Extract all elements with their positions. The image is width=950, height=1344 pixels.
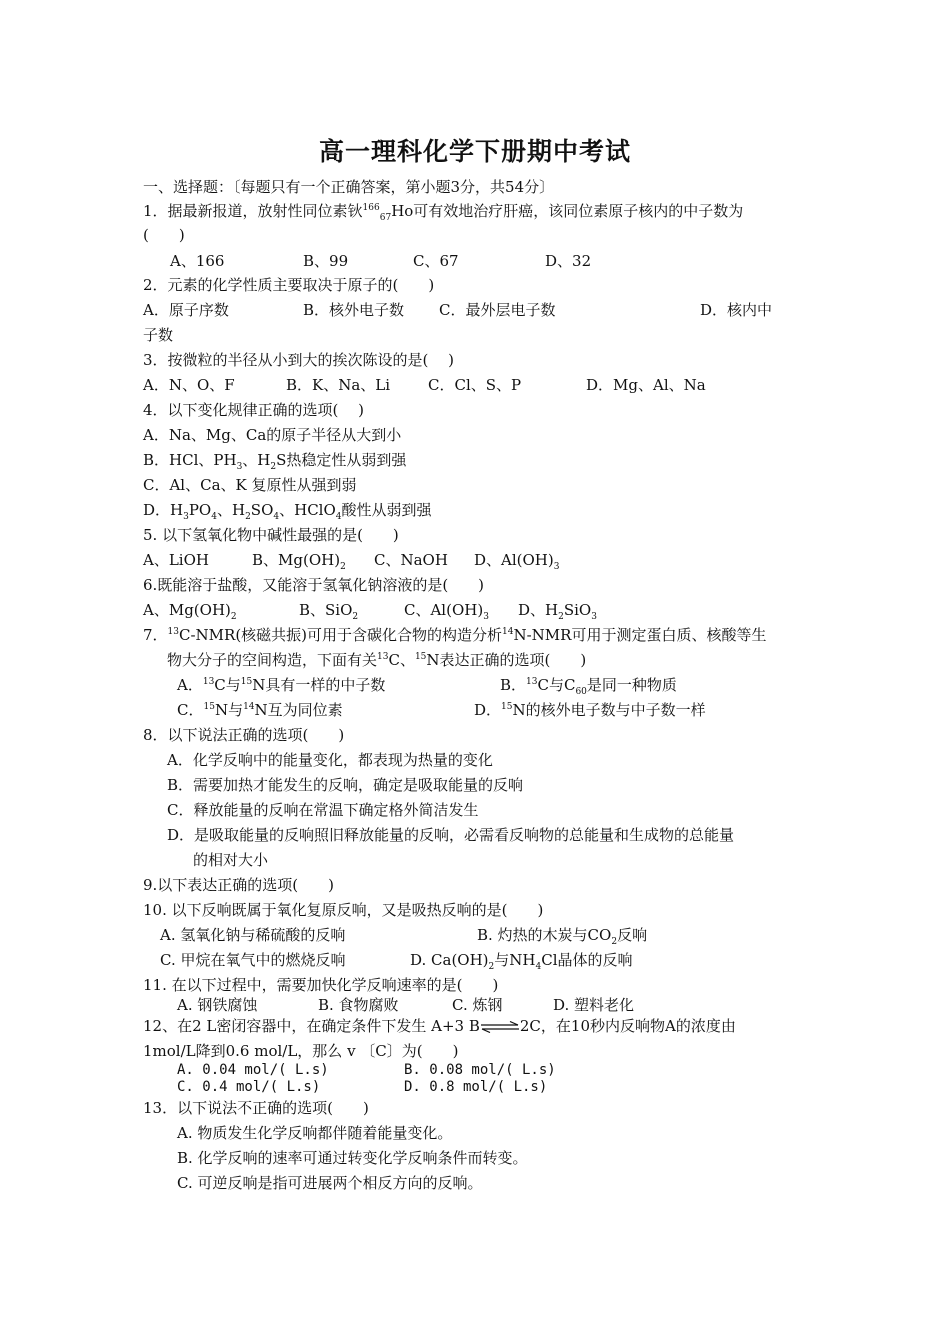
question-10-stem: 10. 以下反响既属于氧化复原反响，又是吸热反响的是( ) [143,901,544,919]
q6-option-b: B、SiO$_2$ [299,601,359,622]
q2-option-a: A．原子序数 [143,301,229,319]
q1-option-c: C、67 [413,252,459,270]
q8-option-d: D．是吸取能量的反响照旧释放能量的反响，必需看反响物的总能量和生成物的总能量 [167,826,735,844]
q12-option-c: C. 0.4 mol/( L.s) [177,1079,321,1095]
q4-option-a: A．Na、Mg、Ca的原子半径从大到小 [143,426,402,444]
q3-option-a: A．N、O、F [143,376,235,394]
question-1-paren: ( ) [143,226,185,244]
q4-option-b: B．HCl、$PH_3$、$H_2S$热稳定性从弱到强 [143,451,407,472]
q8-option-b: B．需要加热才能发生的反响，确定是吸取能量的反响 [167,776,524,794]
question-6-stem: 6.既能溶于盐酸，又能溶于氢氧化钠溶液的是( ) [143,576,485,594]
question-4-stem: 4．以下变化规律正确的选项( ) [143,401,365,419]
q7-option-d: D．$^{15}$N的核外电子数与中子数一样 [474,701,706,719]
q4-option-d: D．$H_3PO_4$、$H_2SO_4$、HClO$_4$酸性从弱到强 [143,501,432,522]
q6-option-a: A、$Mg(OH)_2$ [143,601,237,622]
q4-option-c: C．Al、Ca、K 复原性从强到弱 [143,476,357,494]
q5-option-d: D、$Al(OH)_3$ [474,551,560,572]
question-7-stem: 7．$^{13}$C-NMR(核磁共振)可用于含碳化合物的构造分析$^{14}$N-NMR可用于测定蛋白质、核酸等生 [143,626,767,644]
q3-option-b: B．K、Na、Li [286,376,391,394]
q11-option-c: C. 炼钢 [452,996,503,1014]
q12-option-a: A. 0.04 mol/( L.s) [177,1062,329,1078]
q10-option-c: C. 甲烷在氧气中的燃烧反响 [160,951,346,969]
question-2-stem: 2．元素的化学性质主要取决于原子的( ) [143,276,435,294]
question-9-stem: 9.以下表达正确的选项( ) [143,876,335,894]
question-1-stem: 1．据最新报道，放射性同位素钬$^{166}_{67}$Ho可有效地治疗肝癌，该同位素原子核内的中子数为 [143,202,744,223]
q1-option-b: B、99 [303,252,349,270]
q8-option-a: A．化学反响中的能量变化，都表现为热量的变化 [167,751,493,769]
q10-option-d: D. $Ca(OH)_2$与$NH_4Cl$晶体的反响 [410,951,633,972]
q11-option-b: B. 食物腐败 [318,996,399,1014]
question-12-stem-line2: 1mol/L降到0.6 mol/L，那么 v 〔C〕为( ) [143,1042,459,1060]
q7-option-c: C．$^{15}$N与$^{14}$N互为同位素 [177,701,343,719]
question-12-stem: 12、在2 L密闭容器中，在确定条件下发生 A+3 B 2C，在10秒内反响物A的浓度由 [143,1017,736,1035]
q7-option-b: B．$^{13}$C与$C_{60}$是同一种物质 [500,676,677,697]
q12-option-d: D. 0.8 mol/( L.s) [404,1079,548,1095]
q10-option-a: A. 氢氧化钠与稀硫酸的反响 [160,926,346,944]
q1-option-a: A、166 [170,252,225,270]
q13-option-b: B. 化学反响的速率可通过转变化学反响条件而转变。 [177,1149,528,1167]
q10-option-b: B. 灼热的木炭与$CO_2$反响 [477,926,648,947]
q2-option-d: D．核内中 [700,301,773,319]
question-7-stem-line2: 物大分子的空间构造，下面有关$^{13}$C、$^{15}$N表达正确的选项( ) [167,651,587,669]
q5-option-c: C、NaOH [374,551,448,569]
q2-option-c: C．最外层电子数 [439,301,556,319]
question-11-stem: 11. 在以下过程中，需要加快化学反响速率的是( ) [143,976,499,994]
q11-option-a: A. 钢铁腐蚀 [177,996,258,1014]
q7-option-a: A．$^{13}$C与$^{15}$N具有一样的中子数 [177,676,386,694]
q8-option-c: C．释放能量的反响在常温下确定格外简洁发生 [167,801,479,819]
q1-option-d: D、32 [545,252,592,270]
question-13-stem: 13．以下说法不正确的选项( ) [143,1099,369,1117]
question-3-stem: 3．按微粒的半径从小到大的挨次陈设的是( ) [143,351,455,369]
q11-option-d: D. 塑料老化 [553,996,635,1014]
q5-option-b: B、$Mg(OH)_2$ [252,551,346,572]
question-5-stem: 5. 以下氢氧化物中碱性最强的是( ) [143,526,399,544]
section-heading: 一、选择题：〔每题只有一个正确答案，第小题3分，共54分〕 [143,178,555,196]
reversible-arrow-icon [480,1021,520,1033]
q5-option-a: A、LiOH [143,551,209,569]
q3-option-c: C．Cl、S、P [428,376,522,394]
q6-option-d: D、$H_2SiO_3$ [518,601,597,622]
q6-option-c: C、$Al(OH)_3$ [404,601,489,622]
q3-option-d: D．Mg、Al、Na [586,376,706,394]
page-title: 高一理科化学下册期中考试 [318,137,631,166]
q8-option-d-wrap: 的相对大小 [193,851,269,869]
q2-option-b: B．核外电子数 [303,301,405,319]
q13-option-a: A. 物质发生化学反响都伴随着能量变化。 [177,1124,453,1142]
q13-option-c: C. 可逆反响是指可进展两个相反方向的反响。 [177,1174,483,1192]
q12-option-b: B. 0.08 mol/( L.s) [404,1062,556,1078]
q2-option-d-wrap: 子数 [143,326,174,344]
question-8-stem: 8．以下说法正确的选项( ) [143,726,345,744]
